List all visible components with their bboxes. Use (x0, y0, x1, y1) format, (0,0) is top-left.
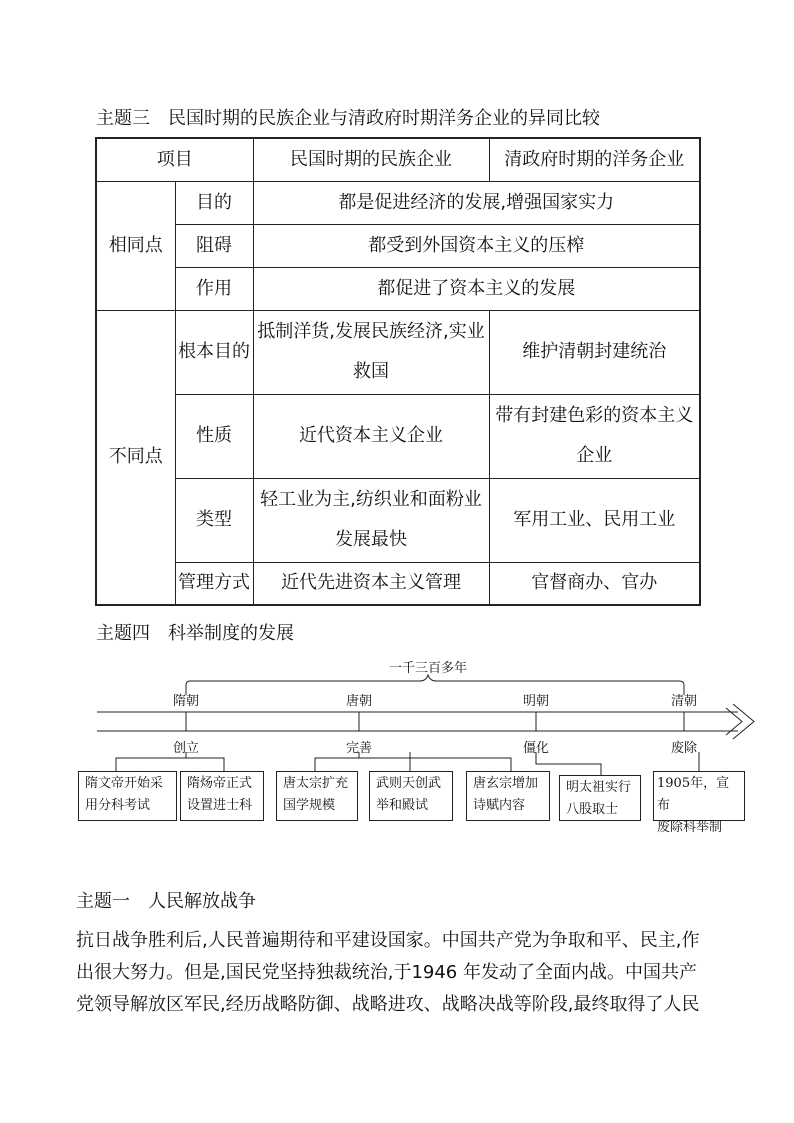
event-box: 1905年，宣布 废除科举制 (653, 771, 745, 821)
diff-national: 近代先进资本主义管理 (253, 562, 489, 605)
stage-chuangli: 创立 (172, 741, 200, 756)
connector-chuangli (116, 758, 224, 771)
dynasty-ming: 明朝 (522, 694, 550, 709)
dynasty-tang: 唐朝 (345, 694, 373, 709)
diff-item: 类型 (175, 478, 253, 562)
header-national: 民国时期的民族企业 (253, 138, 489, 181)
paragraph (76, 925, 726, 1021)
dynasty-qing: 清朝 (670, 694, 698, 709)
same-item: 阻碍 (175, 224, 253, 267)
event-box: 明太祖实行 八股取士 (559, 775, 641, 821)
diff-national: 近代资本主义企业 (253, 394, 489, 478)
diff-westernization: 军用工业、民用工业 (489, 478, 700, 562)
header-westernization: 清政府时期的洋务企业 (489, 138, 700, 181)
event-box: 武则天创武 举和殿试 (369, 771, 453, 821)
diff-item: 性质 (175, 394, 253, 478)
diff-westernization: 官督商办、官办 (489, 562, 700, 605)
diff-national: 抵制洋货,发展民族经济,实业 救国 (253, 310, 489, 394)
event-box: 唐太宗扩充 国学规模 (276, 771, 358, 821)
diff-westernization: 维护清朝封建统治 (489, 310, 700, 394)
timeline-arrowhead-outer (733, 704, 754, 739)
same-item: 作用 (175, 267, 253, 310)
dynasty-sui: 隋朝 (172, 694, 200, 709)
same-content: 都促进了资本主义的发展 (253, 267, 700, 310)
connector-wanshan (315, 758, 511, 771)
stage-jianghua: 僵化 (522, 741, 550, 756)
paragraph-line: 出很大努力。但是,国民党坚持独裁统治,于1946 年发动了全面内战。中国共产 (76, 962, 697, 983)
same-content: 都受到外国资本主义的压榨 (253, 224, 700, 267)
same-item: 目的 (175, 181, 253, 224)
diff-westernization: 带有封建色彩的资本主义 企业 (489, 394, 700, 478)
event-box: 唐玄宗增加 诗赋内容 (466, 771, 550, 821)
diff-group-label: 不同点 (96, 310, 175, 605)
topic1-heading: 主题一 人民解放战争 (76, 891, 256, 912)
paragraph-line: 党领导解放区军民,经历战略防御、战略进攻、战略决战等阶段,最终取得了人民 (76, 994, 700, 1015)
stage-wanshan: 完善 (345, 741, 373, 756)
span-label: 一千三百多年 (388, 661, 468, 676)
same-group-label: 相同点 (96, 181, 175, 310)
topic4-heading: 主题四 科举制度的发展 (96, 623, 294, 644)
diff-national: 轻工业为主,纺织业和面粉业 发展最快 (253, 478, 489, 562)
diff-item: 管理方式 (175, 562, 253, 605)
header-item: 项目 (96, 138, 253, 181)
span-brace (186, 675, 684, 695)
same-content: 都是促进经济的发展,增强国家实力 (253, 181, 700, 224)
stage-feichu: 废除 (670, 741, 698, 756)
event-box: 隋文帝开始采 用分科考试 (78, 771, 177, 821)
topic3-heading: 主题三 民国时期的民族企业与清政府时期洋务企业的异同比较 (96, 108, 600, 129)
diff-item: 根本目的 (175, 310, 253, 394)
event-box: 隋炀帝正式 设置进士科 (180, 771, 264, 821)
paragraph-line: 抗日战争胜利后,人民普遍期待和平建设国家。中国共产党为争取和平、民主,作 (76, 930, 700, 951)
